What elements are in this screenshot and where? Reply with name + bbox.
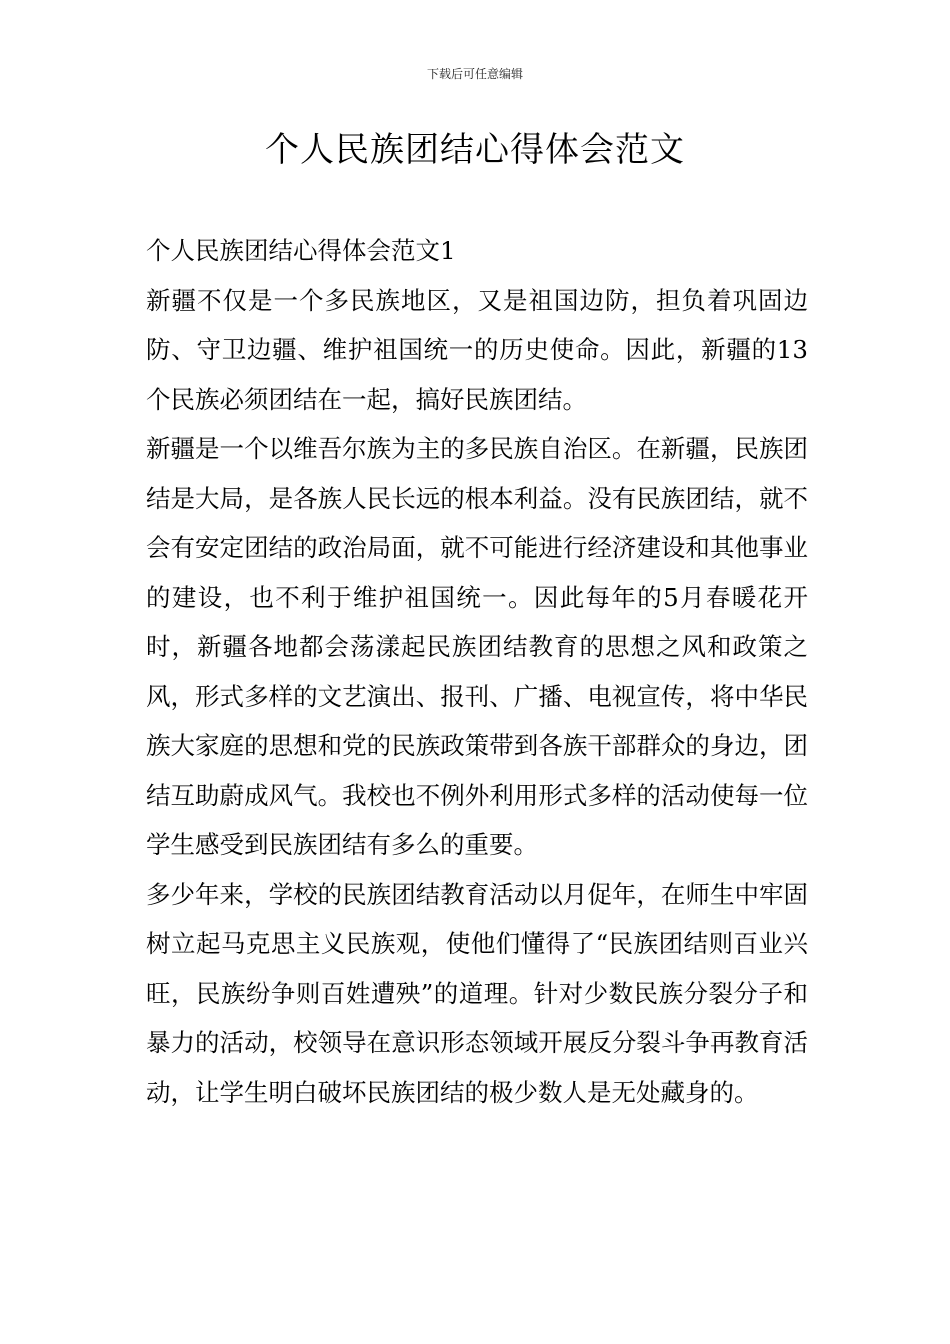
paragraph-1: 新疆不仅是一个多民族地区，又是祖国边防，担负着巩固边防、守卫边疆、维护祖国统一的历史使命。因此，新疆的13个民族必须团结在一起，搞好民族团结。 xyxy=(146,285,808,414)
document-body xyxy=(146,226,808,1117)
paragraph-3: 多少年来，学校的民族团结教育活动以月促年，在师生中牢固树立起马克思主义民族观，使他们懂得了“民族团结则百业兴旺，民族纷争则百姓遭殃”的道理。针对少数民族分裂分子和暴力的活动，校领导在意识形态领域开展反分裂斗争再教育活动，让学生明白破坏民族团结的极少数人是无处藏身的。 xyxy=(146,879,808,1107)
header-note: 下载后可任意编辑 xyxy=(426,67,523,81)
section-heading: 个人民族团结心得体会范文1 xyxy=(146,236,456,265)
document-title: 个人民族团结心得体会范文 xyxy=(265,130,685,170)
paragraph-2: 新疆是一个以维吾尔族为主的多民族自治区。在新疆，民族团结是大局，是各族人民长远的根本利益。没有民族团结，就不会有安定团结的政治局面，就不可能进行经济建设和其他事业的建设，也不利于维护祖国统一。因此每年的5月春暖花开时，新疆各地都会荡漾起民族团结教育的思想之风和政策之风，形式多样的文艺演出、报刊、广播、电视宣传，将中华民族大家庭的思想和党的民族政策带到各族干部群众的身边，团结互助蔚成风气。我校也不例外利用形式多样的活动使每一位学生感受到民族团结有多么的重要。 xyxy=(146,434,808,859)
